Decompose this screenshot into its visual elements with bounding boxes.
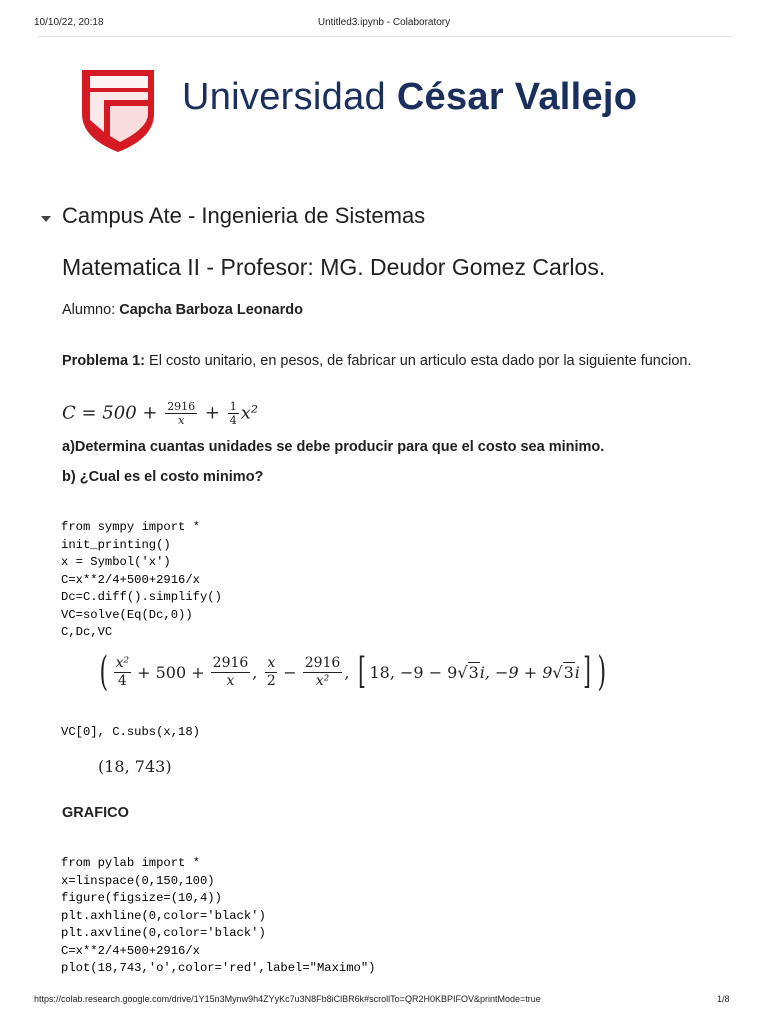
grafico-heading: GRAFICO	[62, 805, 129, 821]
print-page-number: 1/8	[717, 994, 730, 1004]
question-a: a)Determina cuantas unidades se debe producir para que el costo sea minimo.	[62, 439, 605, 455]
formula-tail: x²	[240, 402, 259, 424]
question-b: b) ¿Cual es el costo minimo?	[62, 469, 264, 485]
problem-text: El costo unitario, en pesos, de fabricar un articulo esta dado por la siguiente funcion.	[145, 353, 692, 369]
university-name	[182, 76, 637, 119]
code-cell-sympy[interactable]: from sympy import * init_printing() x = Symbol('x') C=x**2/4+500+2916/x Dc=C.diff().simplify() VC=solve(Eq(Dc,0)) C,Dc,VC	[61, 520, 222, 639]
problem-statement	[62, 349, 702, 373]
header-divider	[38, 36, 732, 37]
output-subs-result: (18, 743)	[98, 757, 172, 776]
formula-plus: +	[199, 402, 226, 424]
student-label: Alumno:	[62, 302, 120, 318]
code-cell-subs[interactable]: VC[0], C.subs(x,18)	[61, 725, 200, 739]
print-url: https://colab.research.google.com/drive/1Y15n3Mynw9h4ZYyKc7u3N8Fb8iClBR6k#scrollTo=QR2H0KBPIFOV&printMode=true	[34, 994, 541, 1004]
formula-lhs: C = 500 +	[62, 402, 164, 424]
cost-formula	[62, 400, 258, 427]
code-cell-pylab[interactable]: from pylab import * x=linspace(0,150,100) figure(figsize=(10,4)) plt.axhline(0,color='black') plt.axvline(0,color='black') C=x**2/4+500+2916/x plot(18,743,'o',color='red',label="Maximo")	[61, 856, 376, 975]
formula-fraction-1-4: $\frac{1}{4}$	[229, 400, 237, 427]
student-name: Capcha Barboza Leonardo	[119, 302, 303, 318]
university-name-bold: César Vallejo	[396, 76, 638, 118]
problem-label: Problema 1:	[62, 353, 145, 369]
student-line	[62, 302, 303, 318]
university-shield-logo	[80, 66, 158, 154]
section-heading: Campus Ate - Ingenieria de Sistemas	[62, 203, 426, 228]
print-tab-title: Untitled3.ipynb - Colaboratory	[317, 17, 451, 28]
subheading: Matematica II - Profesor: MG. Deudor Gomez Carlos.	[62, 254, 606, 280]
print-datetime: 10/10/22, 20:18	[34, 17, 104, 28]
output-sympy-tuple: ( $\frac{\text{x²}}{4}$ + 500 + $\frac{2916}{x}$ , $\frac{x}{2}$ − $\frac{2916}{\text{x²}}$ , [ 18, −9 − 9 √ 3 i, −9 + 9 √ 3 i ] )	[99, 649, 607, 695]
university-name-regular: Universidad	[182, 76, 397, 118]
formula-fraction-2916-x: $\frac{2916}{x}$	[167, 400, 196, 427]
collapse-section-caret-icon[interactable]	[40, 214, 52, 224]
